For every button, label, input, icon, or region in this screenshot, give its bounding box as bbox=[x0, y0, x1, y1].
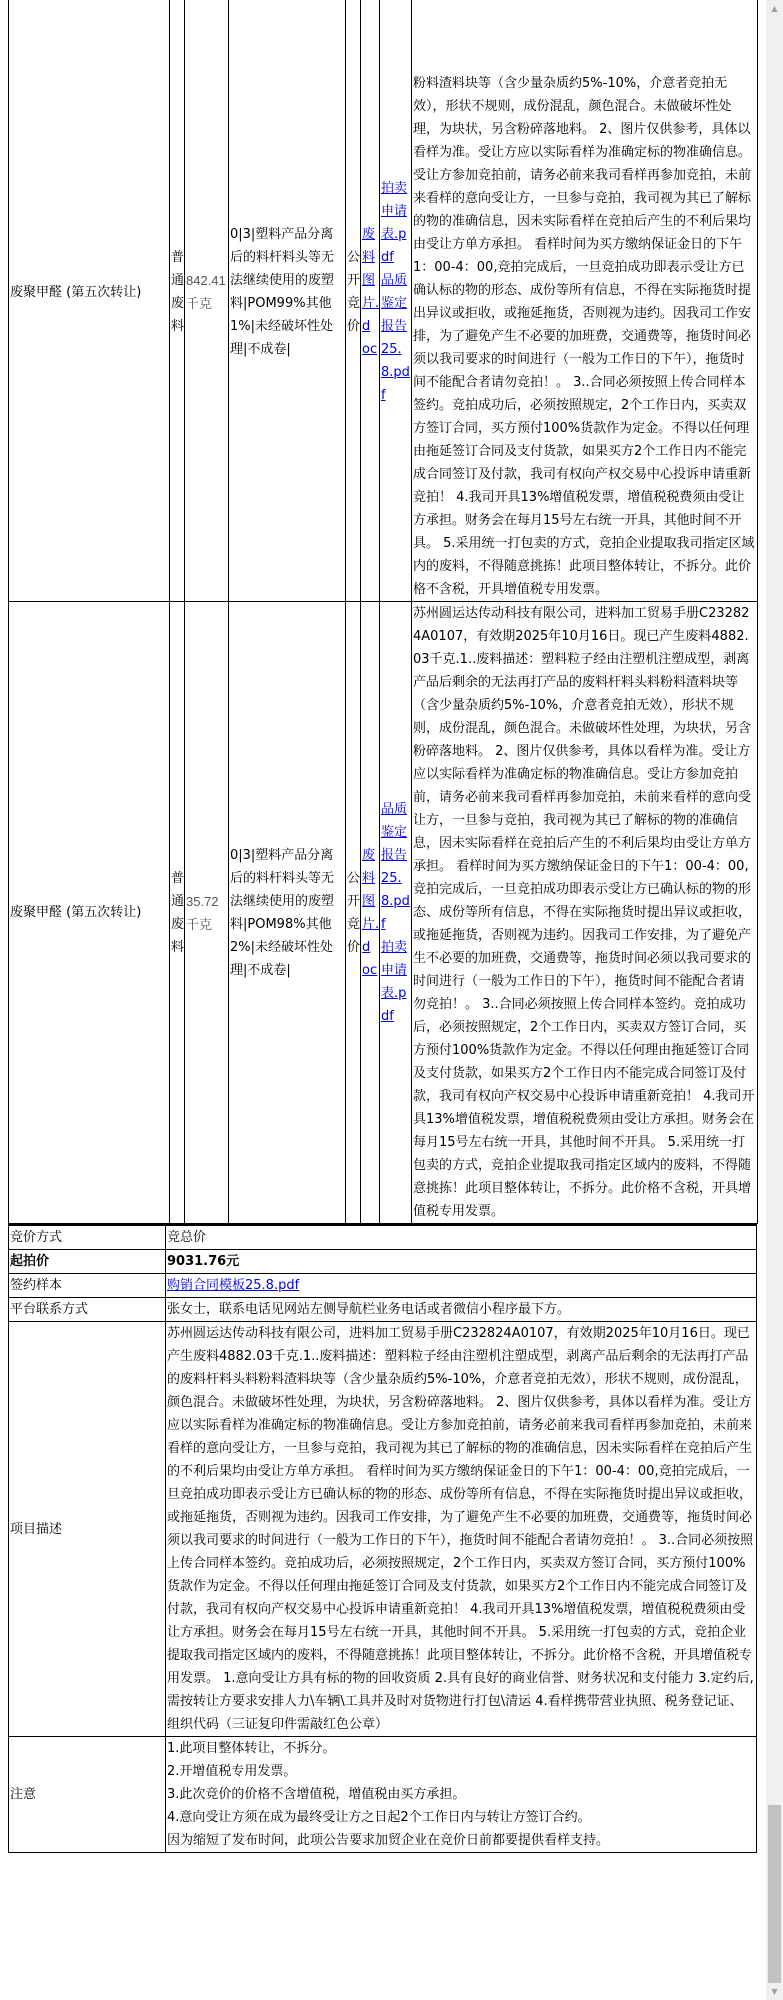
attachment-link[interactable]: 拍卖申请表.pdf bbox=[381, 181, 408, 265]
item-quantity: 842.41千克 bbox=[185, 0, 229, 602]
info-row-start-price bbox=[9, 1250, 757, 1274]
contract-label: 签约样本 bbox=[9, 1274, 166, 1298]
items-table bbox=[8, 0, 758, 1224]
note-item: 2.开增值税专用发票。 bbox=[167, 1764, 297, 1779]
info-row-contact bbox=[9, 1298, 757, 1322]
item-description-text: 粉料渣料块等（含少量杂质约5%-10%，介意者竞拍无效），形状不规则，成份混乱，颜色混合。未做破坏性处理，为块状，另含粉碎落地料。 2、图片仅供参考，具体以看样为准。受让方应以实际看样为准确定标的物准确信息。受让方参加竞拍前，请务必前来我司看样再参加竞拍，未前来看样的意向受让方，一旦参与竞拍，我司视为其已了解标的物的准确信息，因未实际看样在竞拍后产生的不利后果均由受让方单方承担。 看样时间为买方缴纳保证金日的下午1：00-4：00,竞拍完成后，一旦竞拍成功即表示受让方已确认标的物的形态、成份等所有信息，不得在实际拖货时提出异议或拒收，或拖延拖货，否则视为违约。因我司工作安排，为了避免产生不必要的加班费，交通费等，拖货时间必须以我司要求的时间进行（一般为工作日的下午），拖货时间不能配合者请勿竞拍！。 3..合同必须按照上传合同样本签约。竞拍成功后，必须按照规定，2个工作日内，买卖双方签订合同，买方预付100%货款作为定金。不得以任何理由拖延签订合同及支付货款，如果买方2个工作日内不能完成合同签订及付款，我司有权向产权交易中心投诉申请重新竞拍！ 4.我司开具13%增值税发票，增值税税费须由受让方承担。财务会在每月15号左右统一开具，其他时间不开具。 5.采用统一打包卖的方式，竞拍企业提取我司指定区域内的废料，不得随意挑拣！此项目整体转让，不拆分。此价格不含税，开具增值税专用发票。 bbox=[413, 76, 755, 597]
note-item: 3.此次竞价的价格不含增值税，增值税由买方承担。 bbox=[167, 1787, 466, 1802]
item-description bbox=[412, 0, 758, 602]
item-quantity: 35.72千克 bbox=[185, 602, 229, 1224]
info-table bbox=[8, 1224, 757, 1853]
item-spec: 0|3|塑料产品分离后的料杆料头等无法继续使用的废塑料|POM98%其他2%|未经破坏性处理|不成卷| bbox=[229, 602, 346, 1224]
attachment-link[interactable]: 品质鉴定报告25.8.pdf bbox=[381, 273, 410, 403]
attachment-link[interactable]: 废料图片.doc bbox=[362, 227, 380, 357]
start-price-value: 9031.76元 bbox=[166, 1250, 757, 1274]
project-label: 项目描述 bbox=[9, 1322, 166, 1737]
attachment-link[interactable]: 拍卖申请表.pdf bbox=[381, 939, 408, 1024]
item-method: 公开竞价 bbox=[346, 602, 361, 1224]
item-row bbox=[9, 602, 758, 1224]
auction-detail-page bbox=[8, 0, 757, 1853]
project-description: 苏州圆运达传动科技有限公司，进料加工贸易手册C232824A0107，有效期2025年10月16日。现已产生废料4882.03千克.1..废料描述：塑料粒子经由注塑机注塑成型，剥离产品后剩余的无法再打产品的废料杆料头料粉料渣料块等（含少量杂质约5%-10%，介意者竞拍无效），形状不规则，成份混乱，颜色混合。未做破坏性处理，为块状，另含粉碎落地料。 2、图片仅供参考，具体以看样为准。受让方应以实际看样为准确定标的物准确信息。受让方参加竞拍前，请务必前来我司看样再参加竞拍，未前来看样的意向受让方，一旦参与竞拍，我司视为其已了解标的物的准确信息，因未实际看样在竞拍后产生的不利后果均由受让方单方承担。 看样时间为买方缴纳保证金日的下午1：00-4：00,竞拍完成后，一旦竞拍成功即表示受让方已确认标的物的形态、成份等所有信息，不得在实际拖货时提出异议或拒收，或拖延拖货，否则视为违约。因我司工作安排，为了避免产生不必要的加班费，交通费等，拖货时间必须以我司要求的时间进行（一般为工作日的下午），拖货时间不能配合者请勿竞拍！。 3..合同必须按照上传合同样本签约。竞拍成功后，必须按照规定，2个工作日内，买卖双方签订合同，买方预付100%货款作为定金。不得以任何理由拖延签订合同及支付货款，如果买方2个工作日内不能完成合同签订及付款，我司有权向产权交易中心投诉申请重新竞拍！ 4.我司开具13%增值税发票，增值税税费须由受让方承担。财务会在每月15号左右统一开具，其他时间不开具。 5.采用统一打包卖的方式，竞拍企业提取我司指定区域内的废料，不得随意挑拣！此项目整体转让，不拆分。此价格不含税，开具增值税专用发票。 1.意向受让方具有标的物的回收资质 2.具有良好的商业信誉、财务状况和支付能力 3.定约后,需按转让方要求安排人力\车辆\工具并及时对货物进行打包\清运 4.看样携带营业执照、税务登记证、组织代码（三证复印件需敲红色公章） bbox=[166, 1322, 757, 1737]
item-attachments-images bbox=[361, 0, 380, 602]
notes-list bbox=[166, 1737, 757, 1853]
scroll-up-arrow-icon[interactable]: ▲ bbox=[771, 4, 778, 13]
note-item: 因为缩短了发布时间，此项公告要求加贸企业在竞价日前都要提供看样支持。 bbox=[167, 1833, 610, 1848]
scrollbar-thumb[interactable] bbox=[768, 1805, 781, 1983]
contract-template-link[interactable]: 购销合同模板25.8.pdf bbox=[167, 1278, 300, 1293]
info-row-notes bbox=[9, 1737, 757, 1853]
item-name: 废聚甲醛 (第五次转让) bbox=[9, 0, 170, 602]
item-method: 公开竞价 bbox=[346, 0, 361, 602]
item-category: 普通废料 bbox=[170, 602, 185, 1224]
item-attachments-images bbox=[361, 602, 380, 1224]
start-price-label: 起拍价 bbox=[9, 1250, 166, 1274]
contact-label: 平台联系方式 bbox=[9, 1298, 166, 1322]
info-row-bid-method bbox=[9, 1225, 757, 1250]
note-item: 1.此项目整体转让，不拆分。 bbox=[167, 1741, 336, 1756]
item-attachments-docs bbox=[380, 602, 412, 1224]
attachment-link[interactable]: 品质鉴定报告25.8.pdf bbox=[381, 801, 410, 932]
item-row bbox=[9, 0, 758, 602]
item-attachments-docs bbox=[380, 0, 412, 602]
note-item: 4.意向受让方须在成为最终受让方之日起2个工作日内与转让方签订合约。 bbox=[167, 1810, 591, 1825]
info-row-contract bbox=[9, 1274, 757, 1298]
scroll-down-arrow-icon[interactable]: ▼ bbox=[771, 1987, 778, 1996]
item-name: 废聚甲醛 (第五次转让) bbox=[9, 602, 170, 1224]
contact-value: 张女士，联系电话见网站左侧导航栏业务电话或者微信小程序最下方。 bbox=[166, 1298, 757, 1322]
bid-method-label: 竞价方式 bbox=[9, 1225, 166, 1250]
info-row-project bbox=[9, 1322, 757, 1737]
item-spec: 0|3|塑料产品分离后的料杆料头等无法继续使用的废塑料|POM99%其他1%|未经破坏性处理|不成卷| bbox=[229, 0, 346, 602]
attachment-link[interactable]: 废料图片.doc bbox=[362, 847, 380, 978]
notes-label: 注意 bbox=[9, 1737, 166, 1853]
bid-method-value: 竞总价 bbox=[166, 1225, 757, 1250]
item-category: 普通废料 bbox=[170, 0, 185, 602]
vertical-scrollbar[interactable] bbox=[766, 0, 783, 2000]
item-description: 苏州圆运达传动科技有限公司，进料加工贸易手册C232824A0107，有效期2025年10月16日。现已产生废料4882.03千克.1..废料描述：塑料粒子经由注塑机注塑成型，剥离产品后剩余的无法再打产品的废料杆料头料粉料渣料块等（含少量杂质约5%-10%，介意者竞拍无效），形状不规则，成份混乱，颜色混合。未做破坏性处理，为块状，另含粉碎落地料。 2、图片仅供参考，具体以看样为准。受让方应以实际看样为准确定标的物准确信息。受让方参加竞拍前，请务必前来我司看样再参加竞拍，未前来看样的意向受让方，一旦参与竞拍，我司视为其已了解标的物的准确信息，因未实际看样在竞拍后产生的不利后果均由受让方单方承担。 看样时间为买方缴纳保证金日的下午1：00-4：00,竞拍完成后，一旦竞拍成功即表示受让方已确认标的物的形态、成份等所有信息，不得在实际拖货时提出异议或拒收，或拖延拖货，否则视为违约。因我司工作安排，为了避免产生不必要的加班费，交通费等，拖货时间必须以我司要求的时间进行（一般为工作日的下午），拖货时间不能配合者请勿竞拍！。 3..合同必须按照上传合同样本签约。竞拍成功后，必须按照规定，2个工作日内，买卖双方签订合同，买方预付100%货款作为定金。不得以任何理由拖延签订合同及支付货款，如果买方2个工作日内不能完成合同签订及付款，我司有权向产权交易中心投诉申请重新竞拍！ 4.我司开具13%增值税发票，增值税税费须由受让方承担。财务会在每月15号左右统一开具，其他时间不开具。 5.采用统一打包卖的方式，竞拍企业提取我司指定区域内的废料，不得随意挑拣！此项目整体转让，不拆分。此价格不含税，开具增值税专用发票。 bbox=[412, 602, 758, 1224]
